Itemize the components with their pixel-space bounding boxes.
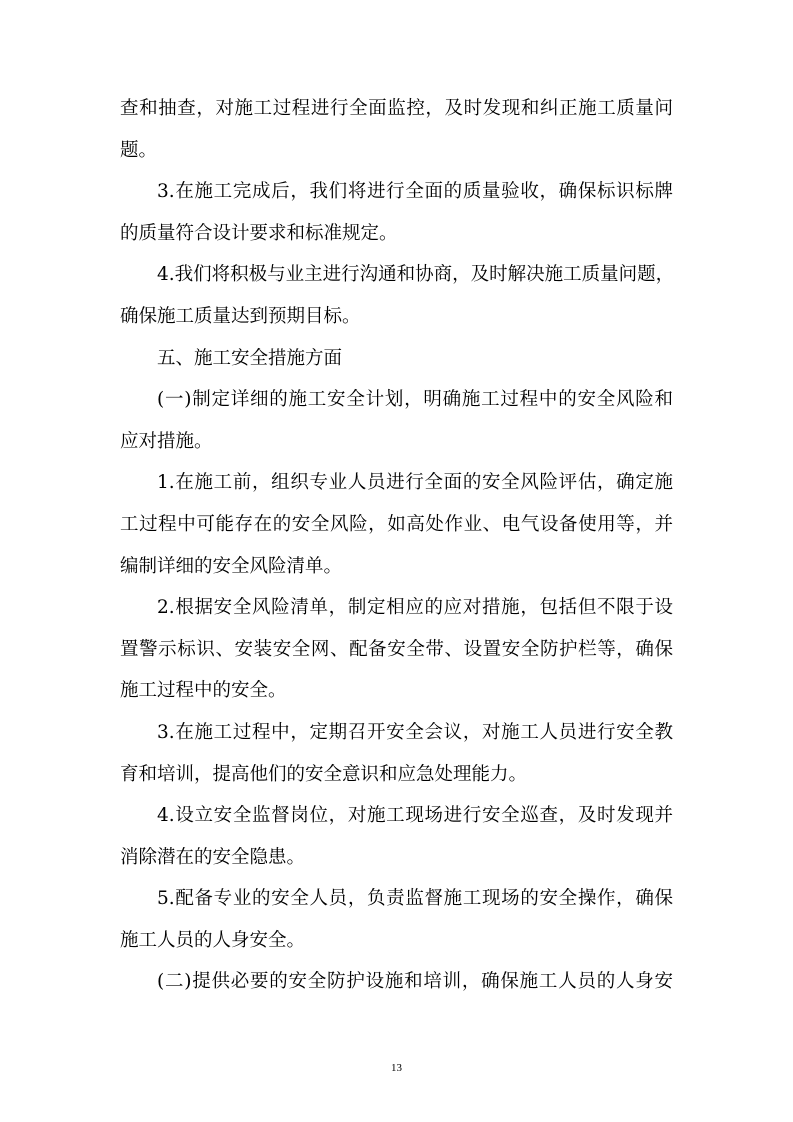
text-line: 应对措施。 [120,430,213,452]
text-line: 置警示标识、安装安全网、配备安全带、设置安全防护栏等，确保 [120,638,673,660]
page-number: 13 [391,1062,402,1074]
text-line: 确保施工质量达到预期目标。 [120,305,361,327]
text-line: 编制详细的安全风险清单。 [120,555,343,577]
text-line: 施工人员的人身安全。 [120,929,306,951]
text-line: 施工过程中的安全。 [120,680,287,702]
text-line: 5.配备专业的安全人员，负责监督施工现场的安全操作，确保 [157,888,673,910]
section-heading: 五、施工安全措施方面 [157,347,343,369]
text-line: 查和抽查，对施工过程进行全面监控，及时发现和纠正施工质量问 [120,98,673,119]
document-body [120,88,673,1003]
text-line: 题。 [120,139,158,161]
subsection-heading: (二)提供必要的安全防护设施和培训，确保施工人员的人身安 [157,971,673,993]
text-line: 工过程中可能存在的安全风险，如高处作业、电气设备使用等，并 [120,513,673,535]
text-line: 2.根据安全风险清单，制定相应的应对措施，包括但不限于设 [157,597,673,619]
text-line: 的质量符合设计要求和标准规定。 [120,222,398,244]
text-line: 1.在施工前，组织专业人员进行全面的安全风险评估，确定施 [157,472,673,494]
text-line: 育和培训，提高他们的安全意识和应急处理能力。 [120,763,528,785]
subsection-heading: (一)制定详细的施工安全计划，明确施工过程中的安全风险和 [157,389,673,411]
text-line: 3.在施工完成后，我们将进行全面的质量验收，确保标识标牌 [157,181,673,203]
text-line: 4.设立安全监督岗位，对施工现场进行安全巡查，及时发现并 [157,805,673,827]
text-line: 4.我们将积极与业主进行沟通和协商，及时解决施工质量问题， [157,264,675,286]
text-line: 3.在施工过程中，定期召开安全会议，对施工人员进行安全教 [157,721,673,743]
text-line: 消除潜在的安全隐患。 [120,846,306,868]
